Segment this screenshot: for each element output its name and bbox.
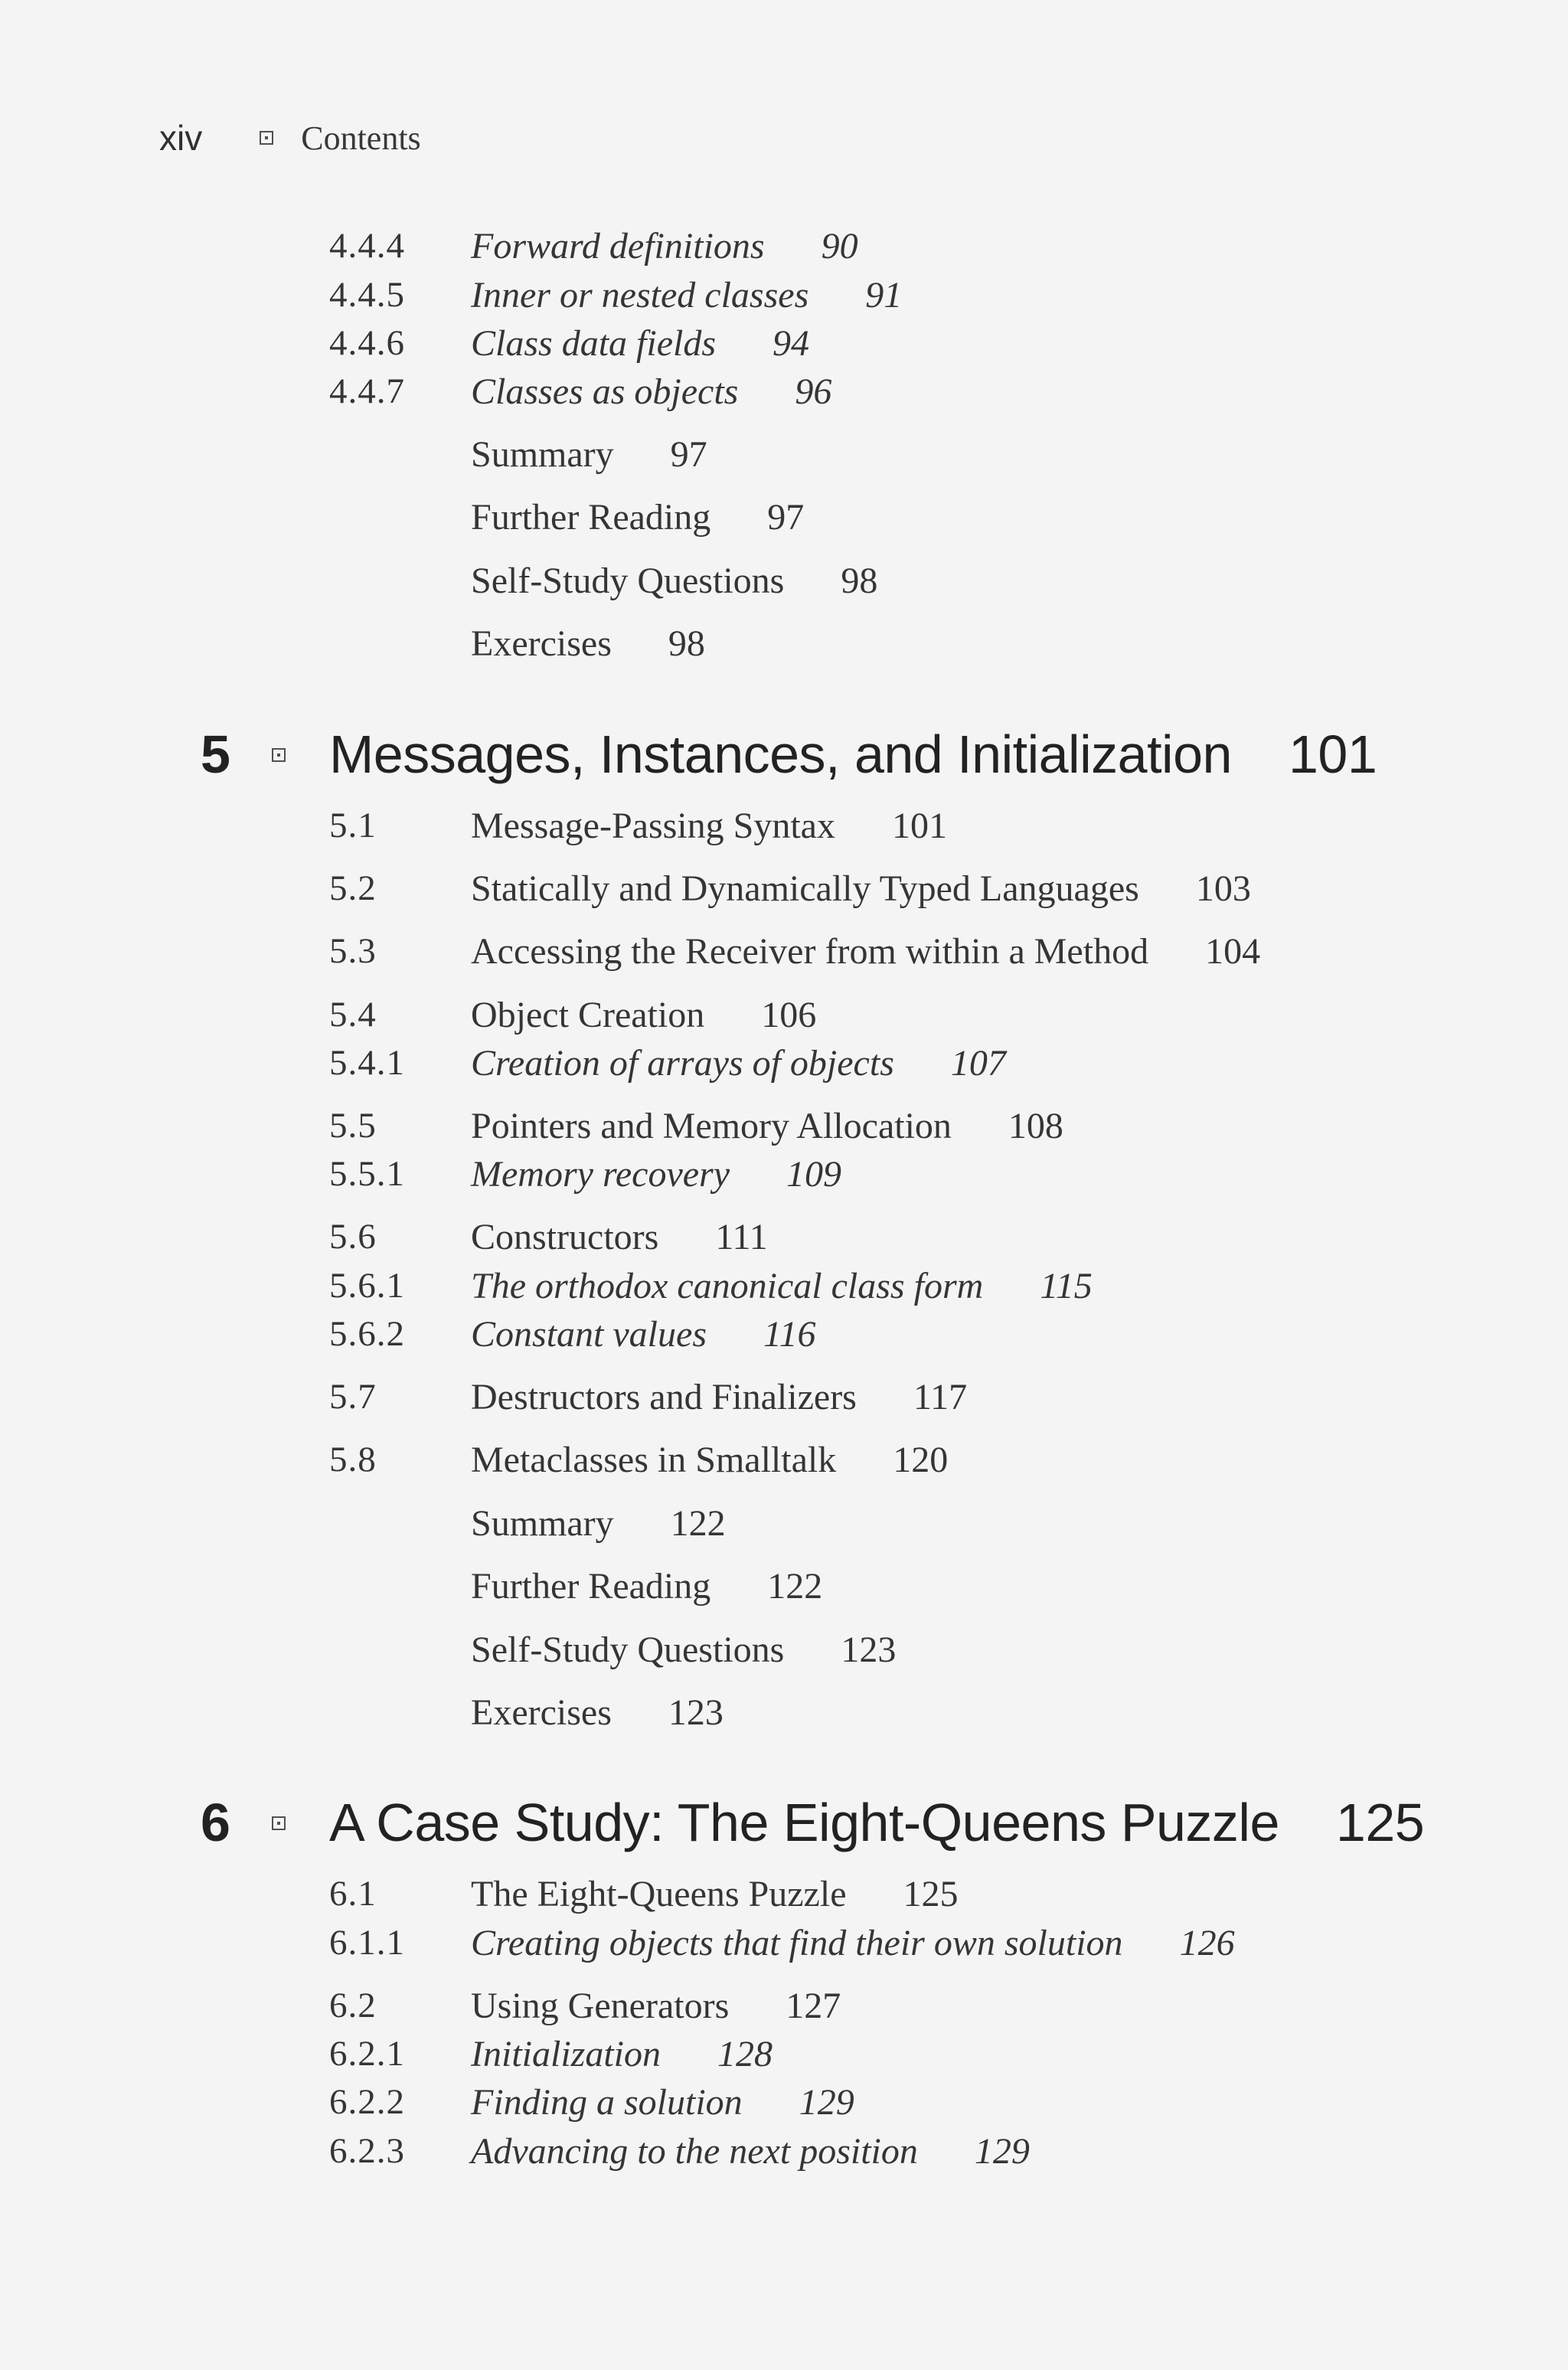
section-page: 108 xyxy=(1008,1105,1063,1146)
section-title: Class data fields xyxy=(471,322,717,364)
section-title: Message-Passing Syntax xyxy=(471,805,835,846)
chapter-number: 6 xyxy=(201,1793,230,1852)
chapter-heading xyxy=(0,716,1568,793)
section-title: Constant values xyxy=(471,1313,707,1355)
section-number: 4.4.6 xyxy=(329,323,405,363)
section-title: Self-Study Questions xyxy=(471,1629,785,1670)
section-page: 125 xyxy=(903,1873,959,1914)
section-number: 5.6 xyxy=(329,1217,377,1257)
section-title: Self-Study Questions xyxy=(471,560,785,601)
section-page: 101 xyxy=(891,805,947,846)
section-page: 123 xyxy=(668,1692,724,1733)
running-head xyxy=(159,107,421,168)
section-page: 127 xyxy=(786,1985,841,2026)
section-page: 103 xyxy=(1195,868,1251,909)
square-bullet-icon xyxy=(260,131,273,145)
section-title: Statically and Dynamically Typed Languages xyxy=(471,868,1139,909)
section-page: 106 xyxy=(761,994,817,1035)
section-page: 94 xyxy=(773,322,810,364)
section-title: Inner or nested classes xyxy=(471,274,809,315)
section-page: 122 xyxy=(767,1565,823,1607)
section-page: 104 xyxy=(1205,930,1261,972)
section-page: 109 xyxy=(786,1153,842,1195)
section-title: Accessing the Receiver from within a Method xyxy=(471,930,1149,972)
section-title: Creating objects that find their own solution xyxy=(471,1922,1123,1963)
section-title: Destructors and Finalizers xyxy=(471,1376,857,1417)
section-number: 5.4 xyxy=(329,995,377,1035)
section-title: Classes as objects xyxy=(471,371,739,412)
section-number: 5.4.1 xyxy=(329,1043,405,1083)
section-page: 120 xyxy=(893,1439,949,1480)
section-page: 90 xyxy=(821,225,858,266)
section-page: 107 xyxy=(950,1042,1006,1084)
section-title: Exercises xyxy=(471,623,612,664)
section-number: 5.3 xyxy=(329,931,377,971)
section-number: 5.5 xyxy=(329,1106,377,1146)
section-page: 115 xyxy=(1040,1265,1093,1306)
section-title: Using Generators xyxy=(471,1985,730,2026)
section-title: Creation of arrays of objects xyxy=(471,1042,894,1084)
section-page: 129 xyxy=(974,2130,1030,2172)
section-page: 98 xyxy=(841,560,878,601)
section-page: 91 xyxy=(865,274,903,315)
section-page: 123 xyxy=(841,1629,897,1670)
section-number: 5.1 xyxy=(329,806,377,845)
section-page: 117 xyxy=(913,1376,968,1417)
section-number: 6.2.1 xyxy=(329,2034,405,2074)
chapter-heading xyxy=(0,1784,1568,1861)
section-title: Metaclasses in Smalltalk xyxy=(471,1439,837,1480)
section-page: 122 xyxy=(670,1502,726,1544)
chapter-title: Messages, Instances, and Initialization xyxy=(329,724,1232,784)
chapter-page: 125 xyxy=(1335,1793,1425,1852)
section-title: Initialization xyxy=(471,2033,662,2074)
section-title: Summary xyxy=(471,1502,614,1544)
section-title: Further Reading xyxy=(471,496,711,538)
section-number: 4.4.4 xyxy=(329,226,405,266)
section-title: The Eight-Queens Puzzle xyxy=(471,1873,847,1914)
chapter-title: A Case Study: The Eight-Queens Puzzle xyxy=(329,1793,1279,1852)
section-title: Finding a solution xyxy=(471,2081,743,2123)
section-page: 111 xyxy=(715,1216,768,1257)
section-number: 6.2.3 xyxy=(329,2131,405,2171)
section-page: 97 xyxy=(670,433,707,475)
section-page: 128 xyxy=(717,2033,773,2074)
section-title: Object Creation xyxy=(471,994,705,1035)
section-number: 5.8 xyxy=(329,1440,377,1479)
section-page: 98 xyxy=(668,623,705,664)
section-number: 5.5.1 xyxy=(329,1154,405,1194)
section-number: 4.4.5 xyxy=(329,275,405,315)
section-number: 6.2 xyxy=(329,1986,377,2025)
square-bullet-icon xyxy=(272,1816,286,1830)
section-title: The orthodox canonical class form xyxy=(471,1265,984,1306)
section-title: Further Reading xyxy=(471,1565,711,1607)
section-number: 6.1 xyxy=(329,1874,377,1914)
section-number: 4.4.7 xyxy=(329,371,405,411)
section-title: Advancing to the next position xyxy=(471,2130,918,2172)
section-title: Pointers and Memory Allocation xyxy=(471,1105,952,1146)
chapter-page: 101 xyxy=(1288,724,1377,784)
section-page: 116 xyxy=(763,1313,816,1355)
section-number: 5.7 xyxy=(329,1377,377,1417)
section-title: Forward definitions xyxy=(471,225,765,266)
running-head-label: Contents xyxy=(301,119,421,157)
section-number: 5.6.2 xyxy=(329,1314,405,1354)
square-bullet-icon xyxy=(272,748,286,762)
section-number: 6.2.2 xyxy=(329,2082,405,2122)
section-title: Summary xyxy=(471,433,614,475)
section-number: 5.6.1 xyxy=(329,1266,405,1306)
section-title: Memory recovery xyxy=(471,1153,730,1195)
section-page: 96 xyxy=(795,371,832,412)
section-number: 6.1.1 xyxy=(329,1923,405,1963)
chapter-number: 5 xyxy=(201,724,230,784)
section-number: 5.2 xyxy=(329,868,377,908)
page-number: xiv xyxy=(159,118,203,158)
section-page: 97 xyxy=(767,496,805,538)
section-page: 129 xyxy=(799,2081,854,2123)
section-title: Exercises xyxy=(471,1692,612,1733)
section-title: Constructors xyxy=(471,1216,659,1257)
section-page: 126 xyxy=(1179,1922,1235,1963)
